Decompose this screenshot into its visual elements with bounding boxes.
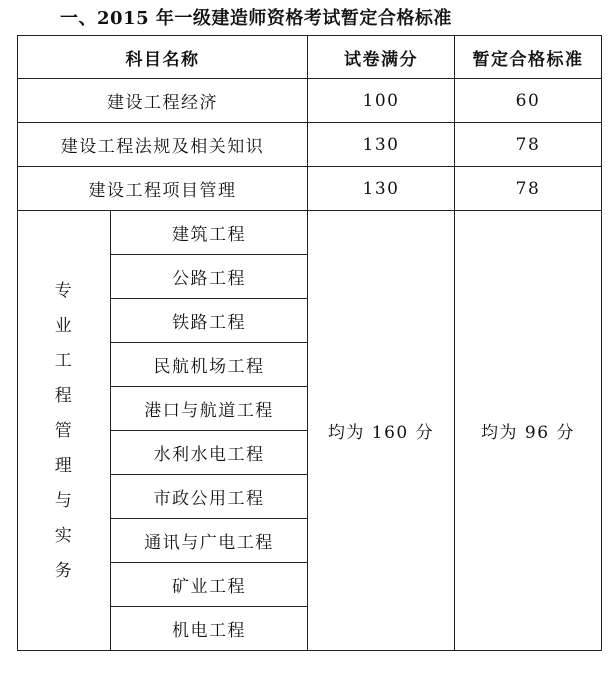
specialty-cell: 港口与航道工程	[111, 387, 308, 431]
full-score-cell: 100	[308, 79, 455, 123]
group-label-char: 与	[54, 490, 74, 511]
table-row	[18, 167, 602, 211]
table-header-row	[18, 36, 602, 79]
group-label-char: 务	[54, 560, 74, 581]
group-label-char: 管	[54, 420, 74, 441]
group-label-char: 专	[54, 280, 74, 301]
specialty-cell: 市政公用工程	[111, 475, 308, 519]
specialty-cell: 矿业工程	[111, 563, 308, 607]
header-subject: 科目名称	[18, 36, 308, 79]
group-label-char: 工	[54, 350, 74, 371]
specialty-cell: 水利水电工程	[111, 431, 308, 475]
group-label-char: 业	[54, 315, 74, 336]
page-title: 一、2015 年一级建造师资格考试暂定合格标准	[60, 8, 452, 29]
table-row	[18, 123, 602, 167]
specialty-cell: 机电工程	[111, 607, 308, 651]
header-pass-standard: 暂定合格标准	[455, 36, 602, 79]
pass-score-cell: 78	[455, 167, 602, 211]
specialty-cell: 公路工程	[111, 255, 308, 299]
group-label-char: 理	[54, 455, 74, 476]
header-full-score: 试卷满分	[308, 36, 455, 79]
practice-group-label	[18, 211, 111, 651]
specialty-cell: 通讯与广电工程	[111, 519, 308, 563]
specialty-cell: 铁路工程	[111, 299, 308, 343]
specialty-row	[18, 211, 602, 255]
specialty-cell: 民航机场工程	[111, 343, 308, 387]
group-full-score-cell: 均为 160 分	[308, 211, 455, 651]
passing-standard-table	[17, 35, 602, 651]
subject-cell: 建设工程经济	[18, 79, 308, 123]
group-pass-score-cell: 均为 96 分	[455, 211, 602, 651]
subject-cell: 建设工程项目管理	[18, 167, 308, 211]
pass-score-cell: 60	[455, 79, 602, 123]
pass-score-cell: 78	[455, 123, 602, 167]
group-label-char: 程	[54, 385, 74, 406]
full-score-cell: 130	[308, 123, 455, 167]
group-label-char: 实	[54, 525, 74, 546]
full-score-cell: 130	[308, 167, 455, 211]
specialty-cell: 建筑工程	[111, 211, 308, 255]
subject-cell: 建设工程法规及相关知识	[18, 123, 308, 167]
table-row	[18, 79, 602, 123]
